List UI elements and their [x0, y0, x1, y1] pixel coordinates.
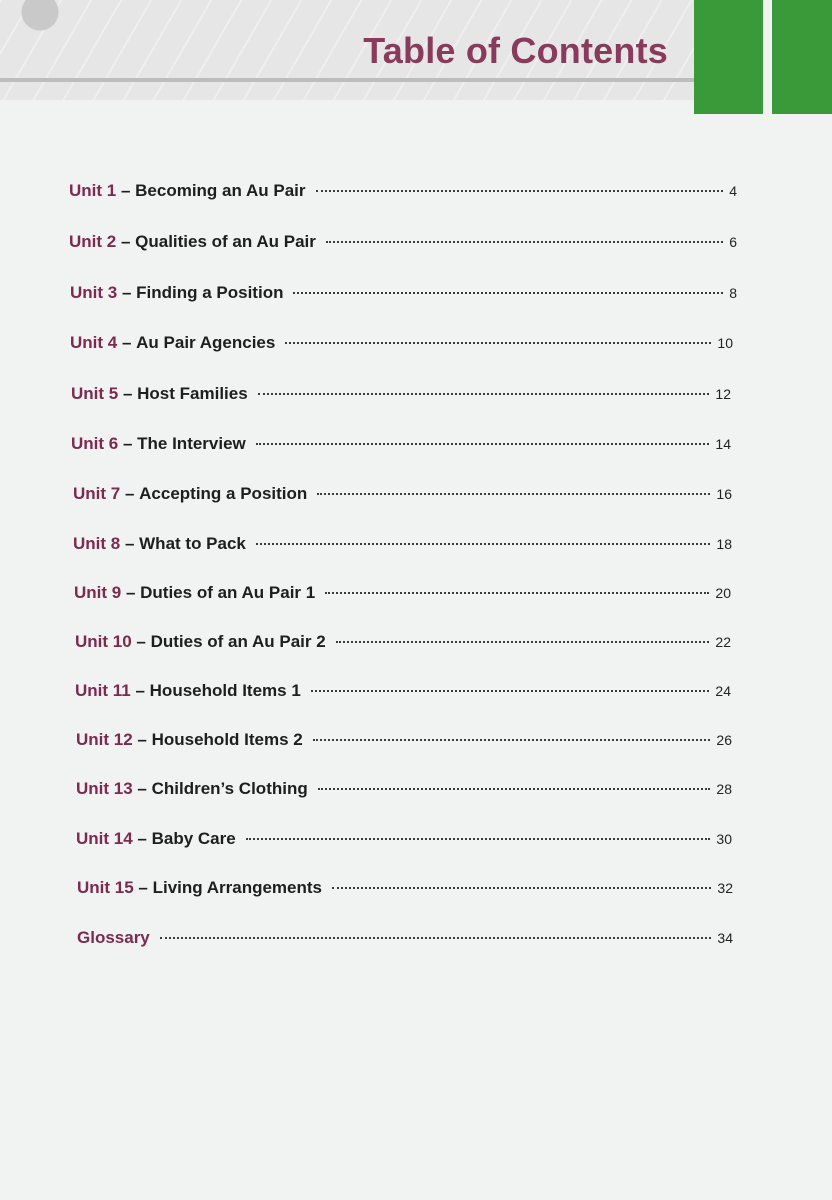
unit-label: Unit 4 [70, 333, 118, 352]
unit-label: Unit 11 [75, 681, 131, 700]
toc-entry-unit-14[interactable]: Unit 14 – Baby Care 30 [76, 829, 732, 848]
toc-entry-unit-8[interactable]: Unit 8 – What to Pack 18 [73, 534, 732, 553]
toc-entry-unit-7[interactable]: Unit 7 – Accepting a Position 16 [73, 484, 732, 503]
unit-label: Unit 14 [76, 829, 133, 848]
unit-label: Unit 7 [73, 484, 121, 503]
entry-title: Duties of an Au Pair 2 [150, 632, 326, 651]
toc-entry-unit-15[interactable]: Unit 15 – Living Arrangements 32 [77, 878, 733, 897]
page-number: 16 [716, 486, 732, 502]
page-number: 30 [716, 831, 732, 847]
dot-leader [326, 241, 723, 243]
page-number: 24 [715, 683, 731, 699]
toc-entry-unit-13[interactable]: Unit 13 – Children’s Clothing 28 [76, 779, 732, 798]
unit-label: Unit 10 [75, 632, 132, 651]
toc-entry-unit-10[interactable]: Unit 10 – Duties of an Au Pair 2 22 [75, 632, 731, 651]
dot-leader [285, 342, 711, 344]
toc-entry-glossary[interactable] [77, 928, 733, 952]
dot-leader [293, 292, 723, 294]
toc-entry-unit-2[interactable]: Unit 2 – Qualities of an Au Pair 6 [69, 232, 737, 251]
page-number: 28 [716, 781, 732, 797]
dot-leader [311, 690, 710, 692]
dot-leader [258, 393, 710, 395]
dot-leader [246, 838, 711, 840]
entry-title: The Interview [137, 434, 246, 453]
entry-title: Qualities of an Au Pair [135, 232, 316, 251]
dot-leader [256, 543, 711, 545]
entry-title: Finding a Position [136, 283, 284, 302]
dot-leader [325, 592, 709, 594]
glossary-label: Glossary [77, 928, 150, 947]
toc-entry-unit-5[interactable]: Unit 5 – Host Families 12 [71, 384, 731, 403]
entry-title: Host Families [137, 384, 248, 403]
page-number: 22 [715, 634, 731, 650]
toc-entry-unit-1[interactable]: Unit 1 – Becoming an Au Pair 4 [69, 181, 737, 200]
unit-label: Unit 2 [69, 232, 117, 251]
page-number: 20 [715, 585, 731, 601]
page-number: 12 [715, 386, 731, 402]
entry-title: Household Items 1 [149, 681, 301, 700]
page-number: 10 [717, 335, 733, 351]
dot-leader [332, 887, 711, 889]
dot-leader [317, 493, 710, 495]
toc-entry-unit-9[interactable]: Unit 9 – Duties of an Au Pair 1 20 [74, 583, 731, 602]
unit-label: Unit 15 [77, 878, 134, 897]
unit-label: Unit 9 [74, 583, 122, 602]
entry-title: Au Pair Agencies [136, 333, 276, 352]
entry-title: Accepting a Position [139, 484, 308, 503]
dot-leader [336, 641, 710, 643]
toc-entry-unit-12[interactable]: Unit 12 – Household Items 2 26 [76, 730, 732, 749]
unit-label: Unit 5 [71, 384, 119, 403]
unit-label: Unit 1 [69, 181, 117, 200]
entry-title: Children’s Clothing [151, 779, 308, 798]
toc-entry-unit-6[interactable]: Unit 6 – The Interview 14 [71, 434, 731, 453]
entry-title: Household Items 2 [151, 730, 303, 749]
page-number: 6 [729, 234, 737, 250]
entry-title: What to Pack [139, 534, 246, 553]
page-number: 26 [716, 732, 732, 748]
unit-label: Unit 6 [71, 434, 119, 453]
dot-leader [316, 190, 724, 192]
entry-title: Duties of an Au Pair 1 [140, 583, 316, 602]
dot-leader [256, 443, 710, 445]
unit-label: Unit 3 [70, 283, 118, 302]
dot-leader [313, 739, 711, 741]
page-number: 18 [716, 536, 732, 552]
entry-title: Baby Care [151, 829, 236, 848]
toc-entry-unit-4[interactable]: Unit 4 – Au Pair Agencies 10 [70, 333, 733, 352]
page-number: 14 [715, 436, 731, 452]
unit-label: Unit 8 [73, 534, 121, 553]
dot-leader [318, 788, 711, 790]
unit-label: Unit 13 [76, 779, 133, 798]
page-number: 4 [729, 183, 737, 199]
page-number: 34 [717, 930, 733, 946]
entry-title: Becoming an Au Pair [135, 181, 306, 200]
entry-title: Living Arrangements [152, 878, 322, 897]
toc-entry-unit-3[interactable]: Unit 3 – Finding a Position 8 [70, 283, 737, 302]
page-title: Table of Contents [363, 30, 668, 71]
dot-leader [160, 937, 712, 939]
page-number: 32 [717, 880, 733, 896]
unit-label: Unit 12 [76, 730, 133, 749]
page-number: 8 [729, 285, 737, 301]
toc-entry-unit-11[interactable]: Unit 11 – Household Items 1 24 [75, 681, 731, 700]
